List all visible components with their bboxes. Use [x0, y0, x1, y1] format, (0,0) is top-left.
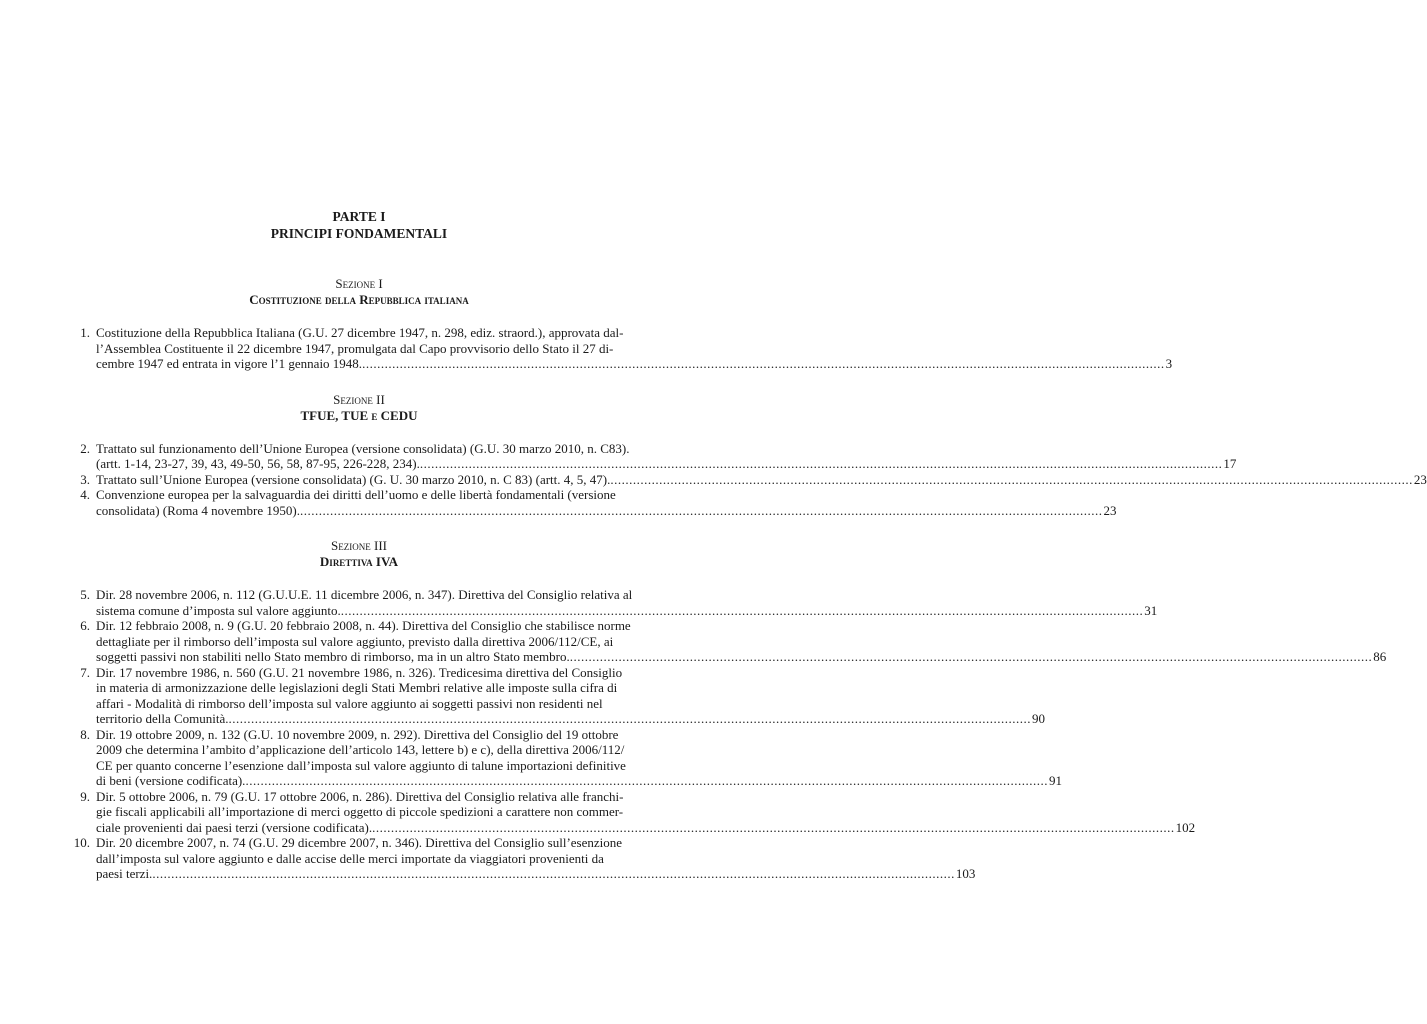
section-heading — [68, 276, 650, 308]
entry-number: 3. — [80, 471, 90, 487]
section-title: Direttiva IVA — [319, 554, 399, 569]
toc-entry — [68, 325, 1173, 372]
toc-entry — [68, 471, 1427, 488]
entry-line: cembre 1947 ed entrata in vigore l’1 gennaio 1948. — [96, 356, 363, 371]
toc-entry — [68, 440, 1237, 472]
toc-entry — [68, 487, 1117, 518]
entry-last-line — [96, 773, 1062, 789]
page-number: 90 — [1032, 711, 1045, 726]
section-title: TFUE, TUE e CEDU — [300, 407, 418, 423]
entry-line: dall’imposta sul valore aggiunto e dalle accise delle merci importate da viaggiatori provenienti da — [96, 850, 604, 866]
dot-leader — [300, 503, 1103, 519]
page-number: 3 — [1165, 356, 1173, 371]
entry-text — [96, 441, 1236, 472]
dot-leader — [229, 711, 1032, 727]
page-number: 102 — [1175, 819, 1196, 835]
section-label: Sezione I — [335, 276, 383, 291]
entry-line: Trattato sul funzionamento dell’Unione Europea (versione consolidata) (G.U. 30 marzo 2010, n. C83). — [96, 440, 630, 456]
part-label: PARTE I — [332, 209, 386, 224]
entry-text — [96, 835, 975, 882]
part-title: PRINCIPI FONDAMENTALI — [270, 226, 448, 241]
page-number: 17 — [1223, 456, 1237, 471]
entry-line: territorio della Comunità. — [96, 711, 229, 726]
dot-leader — [341, 603, 1144, 619]
toc-entry — [68, 726, 1062, 789]
section-title: Costituzione della Repubblica italiana — [249, 292, 469, 307]
dot-leader — [362, 356, 1165, 372]
entry-line: affari - Modalità di rimborso dell’imposta sul valore aggiunto ai soggetti passivi non residenti nel — [96, 695, 603, 711]
entry-list — [68, 440, 1427, 519]
entry-line: l’Assemblea Costituente il 22 dicembre 1947, promulgata dal Capo provvisorio dello Stato il 27 di- — [96, 340, 614, 356]
section-label: Sezione II — [333, 391, 385, 407]
entry-number: 9. — [80, 788, 90, 804]
entry-last-line — [96, 456, 1236, 472]
table-of-contents — [68, 208, 1427, 882]
dot-leader — [570, 649, 1373, 665]
page-number: 103 — [955, 866, 976, 881]
entry-last-line — [96, 472, 1427, 488]
entry-number: 5. — [80, 587, 90, 602]
page-number: 86 — [1373, 649, 1387, 664]
entry-line: Dir. 17 novembre 1986, n. 560 (G.U. 21 novembre 1986, n. 326). Tredicesima direttiva del Consiglio — [96, 664, 623, 680]
entry-number: 10. — [73, 835, 90, 850]
dot-leader — [610, 472, 1413, 488]
entry-last-line — [96, 356, 1172, 372]
entry-line: Costituzione della Repubblica Italiana (G.U. 27 dicembre 1947, n. 298, ediz. straord.), approvata dal- — [96, 325, 624, 340]
entry-line: ciale provenienti dai paesi terzi (versione codificata). — [96, 819, 373, 835]
entry-line: CE per quanto concerne l’esenzione dall’imposta sul valore aggiunto di talune importazioni definitive — [96, 757, 626, 773]
page-number: 31 — [1144, 602, 1158, 618]
entry-last-line — [96, 711, 1045, 727]
entry-line: 2009 che determina l’ambito d’applicazione dell’articolo 143, lettere b) e c), della direttiva 2006/112/ — [96, 742, 625, 757]
entry-text — [96, 587, 1157, 618]
section-label: Sezione III — [331, 538, 387, 553]
entry-text — [96, 325, 1172, 372]
entry-text — [96, 472, 1427, 488]
entry-text — [96, 487, 1116, 518]
dot-leader — [420, 456, 1223, 472]
dot-leader — [245, 773, 1048, 789]
entry-line: sistema comune d’imposta sul valore aggiunto. — [96, 602, 341, 618]
entry-line: paesi terzi. — [96, 866, 153, 881]
toc-entry — [68, 788, 1196, 836]
entry-line: dettagliate per il rimborso dell’imposta sul valore aggiunto, previsto dalla direttiva 2006/112/CE, ai — [96, 633, 614, 649]
entry-line: Trattato sull’Unione Europea (versione consolidata) (G. U. 30 marzo 2010, n. C 83) (artt. 4, 5, 47). — [96, 471, 611, 487]
entry-text — [96, 727, 1062, 789]
dot-leader — [152, 866, 955, 882]
entry-line: Convenzione europea per la salvaguardia dei diritti dell’uomo e delle libertà fondamentali (versione — [96, 487, 616, 502]
entry-line: Dir. 28 novembre 2006, n. 112 (G.U.U.E. 11 dicembre 2006, n. 347). Direttiva del Consiglio relativa al — [96, 587, 633, 602]
entry-last-line — [96, 649, 1386, 665]
toc-entry — [68, 835, 976, 882]
entry-line: consolidata) (Roma 4 novembre 1950). — [96, 502, 300, 518]
page-number: 91 — [1048, 773, 1062, 788]
entry-number: 7. — [80, 664, 90, 680]
entry-last-line — [96, 820, 1195, 836]
entry-number: 4. — [80, 487, 90, 502]
toc-entry — [68, 664, 1045, 727]
entry-line: in materia di armonizzazione delle legislazioni degli Stati Membri relative alle imposte sulla cifra di — [96, 680, 618, 695]
entry-line: gie fiscali applicabili all’importazione di merci oggetto di piccole spedizioni a carattere non commer- — [96, 804, 624, 819]
entry-line: Dir. 5 ottobre 2006, n. 79 (G.U. 17 ottobre 2006, n. 286). Direttiva del Consiglio relativa alle franchi- — [96, 788, 624, 804]
entry-line: di beni (versione codificata). — [96, 773, 246, 788]
entry-line: soggetti passivi non stabiliti nello Stato membro di rimborso, ma in un altro Stato membro. — [96, 649, 570, 664]
entry-text — [96, 618, 1386, 665]
entry-list — [68, 587, 1387, 882]
entry-last-line — [96, 603, 1157, 619]
toc-entry — [68, 587, 1158, 618]
entry-list — [68, 325, 1173, 372]
entry-last-line — [96, 866, 975, 882]
section-heading — [68, 392, 650, 424]
page-number: 23 — [1103, 502, 1117, 518]
sections-container — [68, 276, 1427, 882]
entry-number: 1. — [80, 325, 90, 340]
entry-line: Dir. 19 ottobre 2009, n. 132 (G.U. 10 novembre 2009, n. 292). Direttiva del Consiglio del 19 ottobre — [96, 726, 619, 742]
entry-number: 6. — [80, 618, 90, 633]
entry-line: Dir. 12 febbraio 2008, n. 9 (G.U. 20 febbraio 2008, n. 44). Direttiva del Consiglio che stabilisce norme — [96, 618, 631, 633]
entry-number: 8. — [80, 726, 90, 742]
entry-text — [96, 665, 1045, 727]
entry-number: 2. — [80, 440, 90, 456]
entry-text — [96, 789, 1195, 836]
entry-last-line — [96, 503, 1116, 519]
entry-line: Dir. 20 dicembre 2007, n. 74 (G.U. 29 dicembre 2007, n. 346). Direttiva del Consiglio sull’esenzione — [96, 835, 623, 850]
entry-line: (artt. 1-14, 23-27, 39, 43, 49-50, 56, 58, 87-95, 226-228, 234). — [96, 456, 420, 471]
page-number: 23 — [1413, 471, 1427, 487]
section-heading — [68, 538, 650, 570]
dot-leader — [372, 820, 1175, 836]
toc-entry — [68, 618, 1387, 665]
